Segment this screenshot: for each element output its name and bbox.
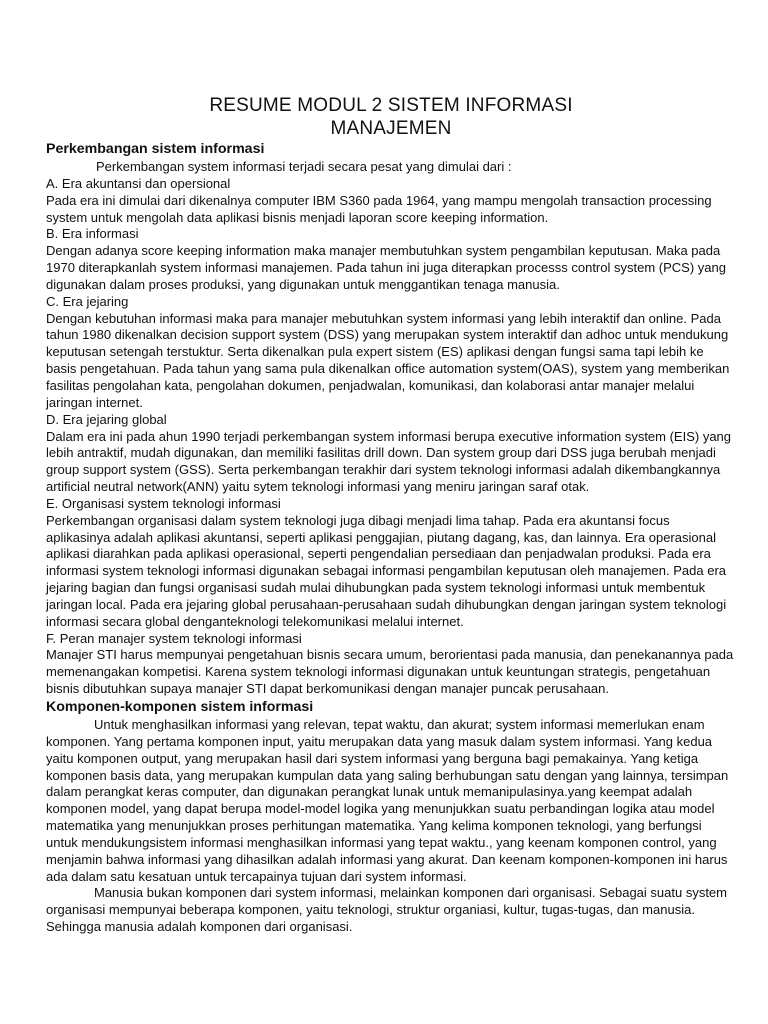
item-label-c: C. Era jejaring [46, 293, 129, 309]
item-label-a: A. Era akuntansi dan opersional [46, 175, 231, 191]
title-line-2: MANAJEMEN [330, 118, 452, 139]
item-text-b: Dengan adanya score keeping information maka manajer membutuhkan system pengambilan keputusan. Maka pada 1970 diterapkanlah system informasi manajemen. Pada tahun ini juga diterapkan processs control system (PCS) yang digunakan dalam proses produksi, yang digunakan untuk menggantikan tenaga manusia. [46, 243, 726, 292]
item-label-b: B. Era informasi [46, 226, 139, 242]
item-text-e: Perkembangan organisasi dalam system teknologi juga dibagi menjadi lima tahap. Pada era akuntansi focus aplikasinya adalah aplikasi akuntansi, seperti aplikasi penggajian, piutang dagang, kas, dan lainnya. Era operasional aplikasi diarahkan pada aplikasi operasional, seperti pengendalian persediaan dan penjadwalan produksi. Pada era informasi system teknologi informasi digunakan sebagai informasi pengambilan keputusan oleh manajemen. Pada era jejaring bagian dan fungsi organisasi sudah mulai dihubungkan pada system teknologi informasi untuk membentuk jaringan local. Pada era jejaring global perusahaan-perusahaan sudah dihubungkan dengan jaringan system teknologi informasi secara global denganteknologi telekomunikasi melalui internet. [46, 512, 727, 629]
section-intro: Perkembangan system informasi terjadi secara pesat yang dimulai dari : [96, 159, 512, 174]
item-label-e: E. Organisasi system teknologi informasi [46, 495, 281, 511]
section-heading-perkembangan: Perkembangan sistem informasi [46, 141, 265, 157]
document-title [46, 94, 736, 140]
item-label-d: D. Era jejaring global [46, 411, 167, 427]
item-text-d: Dalam era ini pada ahun 1990 terjadi perkembangan system informasi berupa executive information system (EIS) yang lebih antraktif, mudah digunakan, dan memiliki fasilitas drill down. Dan system group dari DSS juga berubah menjadi group support system (GSS). Serta perkembangan terakhir dari system teknologi informasi adalah dikembangkannya artificial neutral network(ANN) yaitu sytem teknologi informasi yang meniru jaringan saraf otak. [46, 428, 732, 495]
item-text-c: Dengan kebutuhan informasi maka para manajer mebutuhkan system informasi yang lebih interaktif dan online. Pada tahun 1980 dikenalkan decision support system (DSS) yang merupakan system interaktif dan adhoc untuk mendukung keputusan setengah terstuktur. Serta dikenalkan pula expert sistem (ES) aplikasi dengan fungsi sama tapi lebih ke basis pengetahuan. Pada tahun yang sama pula dikenalkan office automation system(OAS), system yang memberikan fasilitas pengolahan kata, pengolahan dokumen, penjadwalan, komunikasi, dan kolaborasi antar manajer melalui jaringan internet. [46, 310, 730, 410]
paragraph-komponen-2: Manusia bukan komponen dari system informasi, melainkan komponen dari organisasi. Sebagai suatu system organisasi mempunyai beberapa komponen, yaitu teknologi, struktur organiasi, kultur, tugas-tugas, dan manusia. Sehingga manusia adalah komponen dari organisasi. [46, 885, 727, 935]
title-line-1: RESUME MODUL 2 SISTEM INFORMASI [209, 95, 573, 116]
document-page [46, 94, 736, 936]
item-text-f: Manajer STI harus mempunyai pengetahuan bisnis secara umum, berorientasi pada manusia, dan penekanannya pada memenangakan kompetisi. Karena system teknologi informasi digunakan untuk keuntungan strategis, pengetahuan bisnis dibutuhkan supaya manajer STI dapat berkomunikasi dengan manajer puncak perusahaan. [46, 647, 734, 697]
paragraph-komponen-1: Untuk menghasilkan informasi yang relevan, tepat waktu, dan akurat; system informasi memerlukan enam komponen. Yang pertama komponen input, yaitu merupakan data yang masuk dalam system informasi. Yang kedua yaitu komponen output, yang merupakan hasil dari system informasi yang berguna bagi pemakainya. Yang ketiga komponen basis data, yang merupakan kumpulan data yang saling berhubungan satu dengan yang lainnya, tersimpan dalam perangkat keras computer, dan digunakan perangkat lunak untuk memanipulasinya.yang keempat adalah komponen model, yang dapat berupa model-model logika yang menunjukkan suatu perbandingan logika atau model matematika yang menunjukkan proses perhitungan matematika. Yang kelima komponen teknologi, yang berfungsi untuk mendukungsistem informasi menghasilkan informasi yang tepat waktu., yang keenam komponen control, yang menjamin bahwa informasi yang dihasilkan adalah informasi yang akurat. Dan keenam komponen-komponen ini harus ada dalam satu kesatuan untuk tercapainya tujuan dari system informasi. [46, 717, 729, 884]
item-label-f: F. Peran manajer system teknologi informasi [46, 630, 302, 646]
section-heading-komponen: Komponen-komponen sistem informasi [46, 699, 314, 715]
item-text-a: Pada era ini dimulai dari dikenalnya computer IBM S360 pada 1964, yang mampu mengolah transaction processing system untuk mengolah data aplikasi bisnis menjadi laporan score keeping information. [46, 192, 712, 225]
